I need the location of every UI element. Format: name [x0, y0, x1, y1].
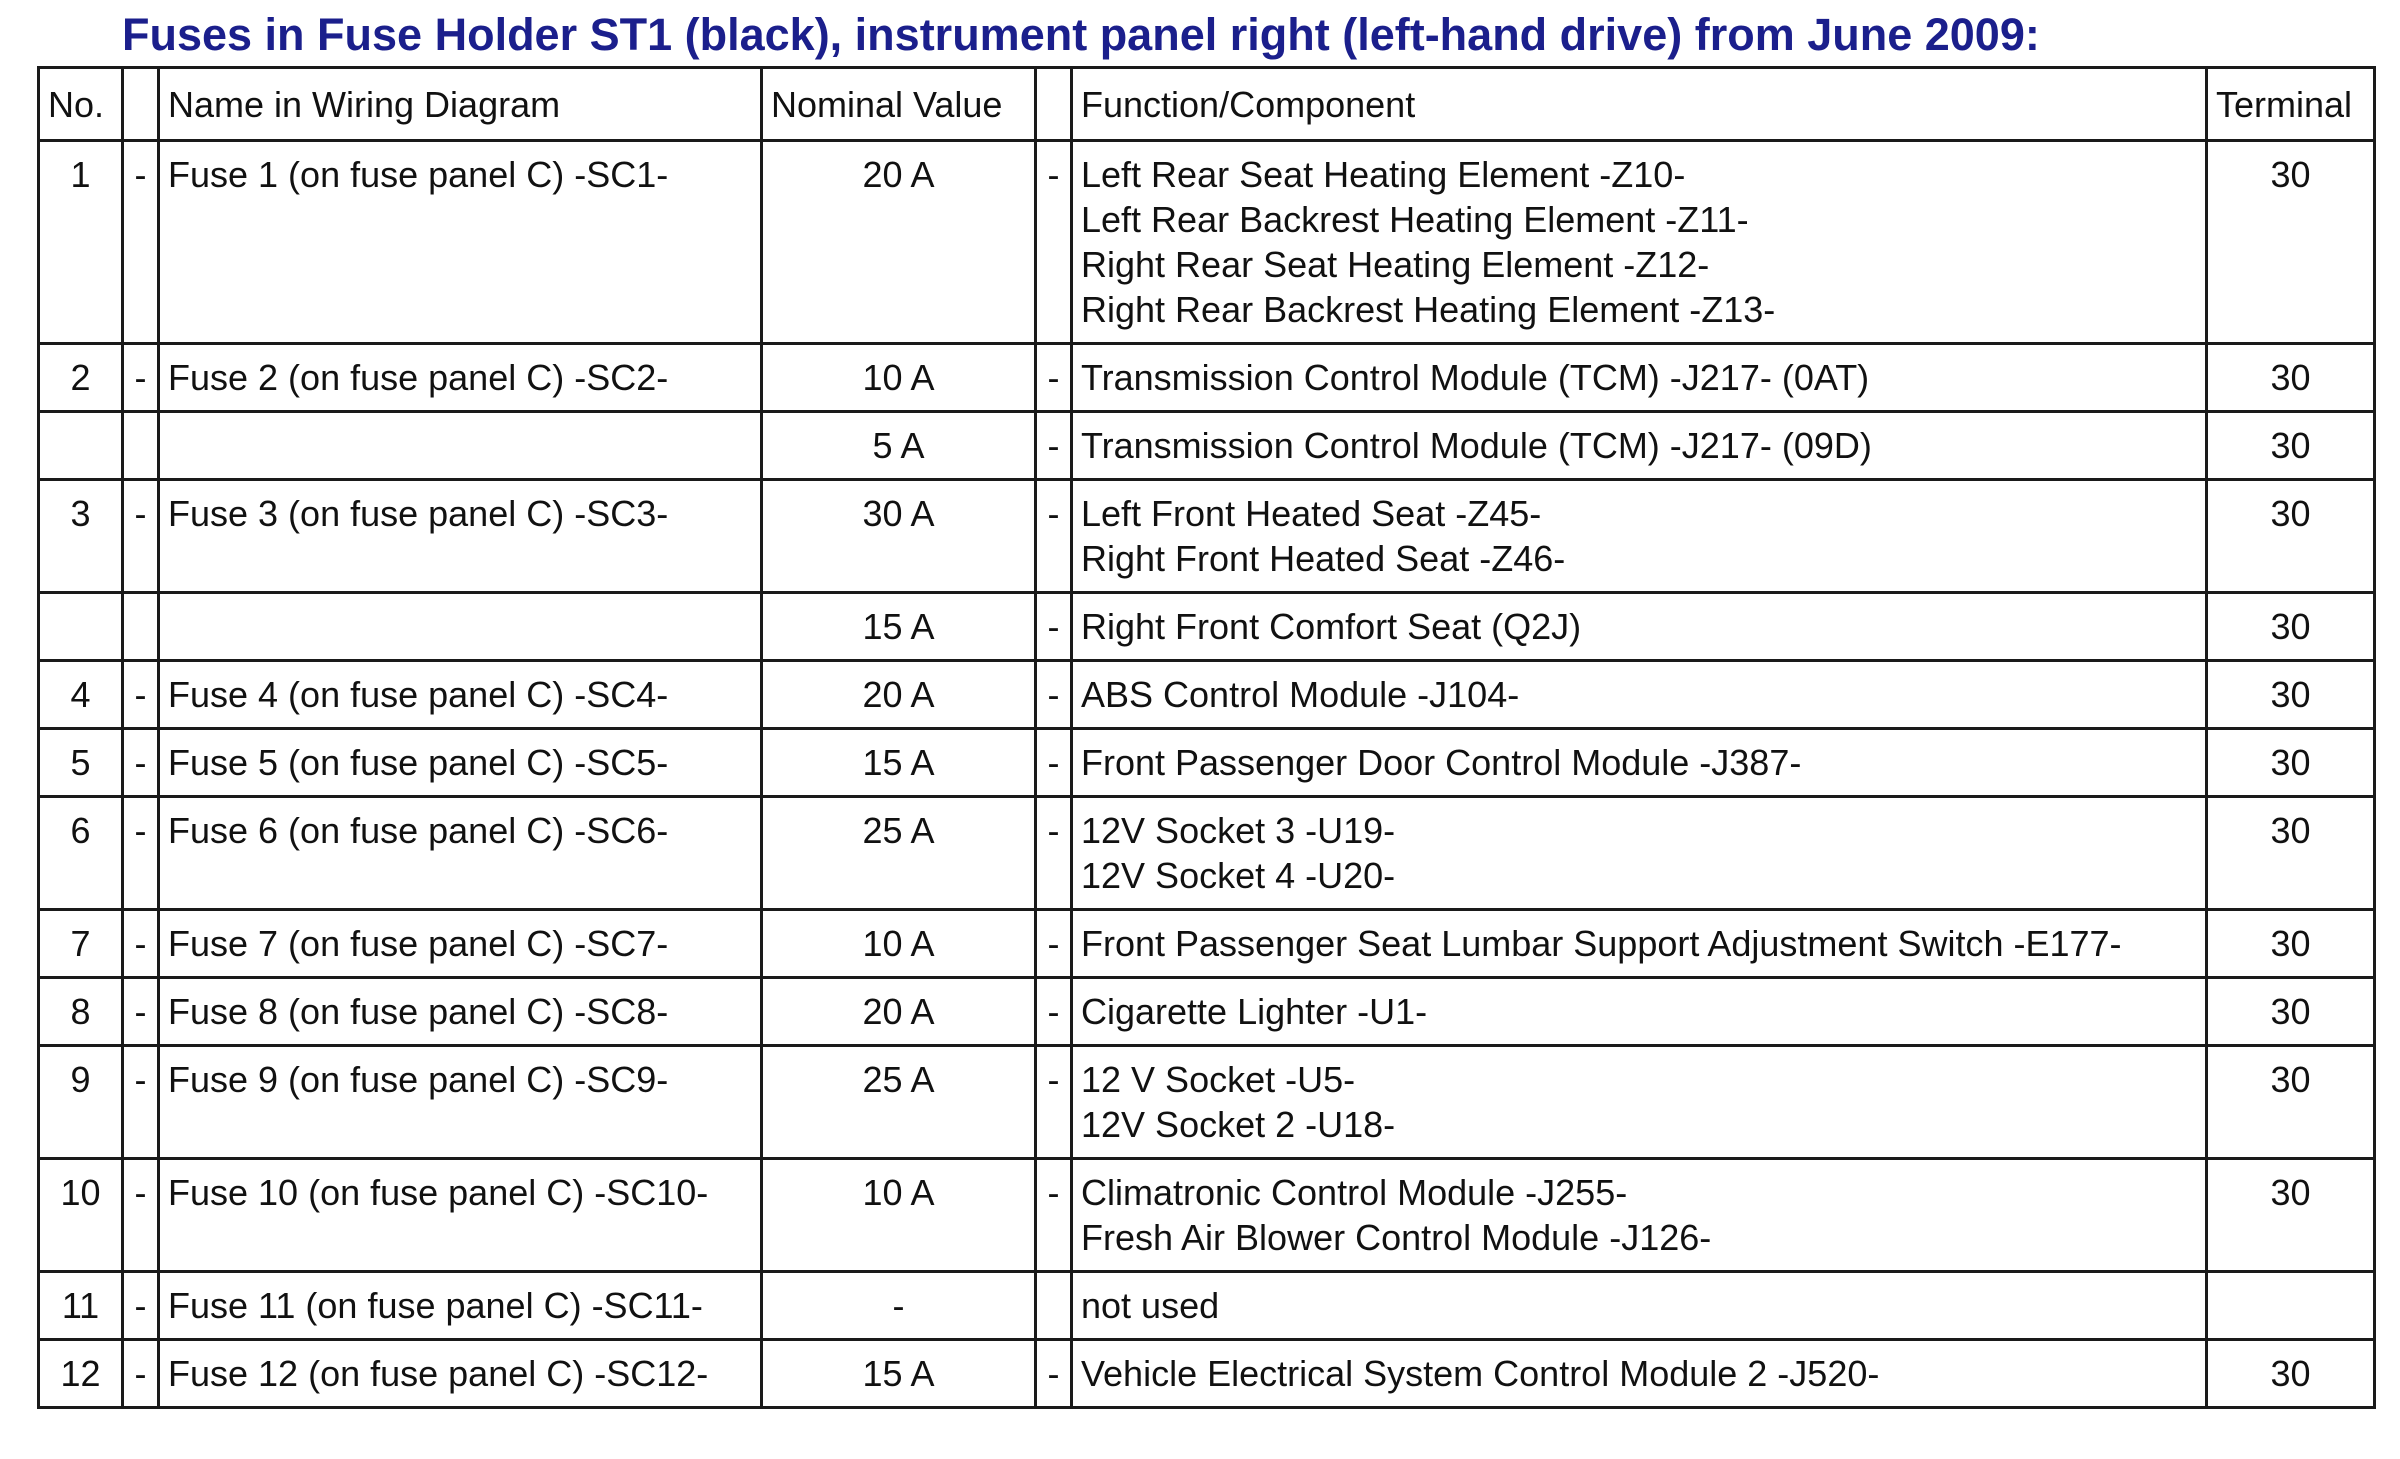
wiring-diagram-name: Fuse 2 (on fuse panel C) -SC2- — [159, 344, 762, 412]
terminal-value: 30 — [2207, 344, 2375, 412]
wiring-diagram-name: Fuse 10 (on fuse panel C) -SC10- — [159, 1159, 762, 1272]
function-line: Left Rear Seat Heating Element -Z10- — [1081, 154, 1686, 195]
nominal-value: 15 A — [762, 593, 1036, 661]
nominal-value: - — [762, 1272, 1036, 1340]
header-value: Nominal Value — [762, 68, 1036, 141]
fuse-number: 2 — [39, 344, 123, 412]
wiring-diagram-name — [159, 593, 762, 661]
dash-separator: - — [123, 1340, 159, 1408]
function-component — [1072, 910, 2207, 978]
function-line: Transmission Control Module (TCM) -J217- (09D) — [1081, 425, 1872, 466]
terminal-value: 30 — [2207, 797, 2375, 910]
header-row — [39, 68, 2375, 141]
header-no: No. — [39, 68, 123, 141]
wiring-diagram-name: Fuse 1 (on fuse panel C) -SC1- — [159, 141, 762, 344]
dash-separator — [123, 593, 159, 661]
function-line: Climatronic Control Module -J255- — [1081, 1172, 1628, 1213]
table-row — [39, 1272, 2375, 1340]
dash-separator — [123, 412, 159, 480]
nominal-value: 25 A — [762, 797, 1036, 910]
nominal-value: 10 A — [762, 1159, 1036, 1272]
header-name: Name in Wiring Diagram — [159, 68, 762, 141]
function-component — [1072, 661, 2207, 729]
function-line: Fresh Air Blower Control Module -J126- — [1081, 1217, 1712, 1258]
dash-separator: - — [1036, 661, 1072, 729]
terminal-value: 30 — [2207, 978, 2375, 1046]
table-row — [39, 729, 2375, 797]
wiring-diagram-name: Fuse 8 (on fuse panel C) -SC8- — [159, 978, 762, 1046]
dash-separator: - — [1036, 141, 1072, 344]
function-component — [1072, 593, 2207, 661]
fuse-number: 4 — [39, 661, 123, 729]
fuse-number: 5 — [39, 729, 123, 797]
function-component — [1072, 729, 2207, 797]
dash-separator: - — [123, 978, 159, 1046]
wiring-diagram-name: Fuse 12 (on fuse panel C) -SC12- — [159, 1340, 762, 1408]
fuse-table — [37, 66, 2376, 1409]
function-component — [1072, 1340, 2207, 1408]
function-line: Right Rear Seat Heating Element -Z12- — [1081, 244, 1710, 285]
terminal-value: 30 — [2207, 729, 2375, 797]
dash-separator: - — [1036, 978, 1072, 1046]
header-spacer — [1036, 68, 1072, 141]
fuse-number: 10 — [39, 1159, 123, 1272]
table-row — [39, 797, 2375, 910]
function-component — [1072, 1159, 2207, 1272]
dash-separator: - — [123, 1159, 159, 1272]
fuse-number: 1 — [39, 141, 123, 344]
nominal-value: 20 A — [762, 978, 1036, 1046]
function-line: not used — [1081, 1285, 1220, 1326]
function-component — [1072, 1046, 2207, 1159]
dash-separator: - — [123, 141, 159, 344]
dash-separator: - — [1036, 729, 1072, 797]
wiring-diagram-name — [159, 412, 762, 480]
dash-separator: - — [1036, 1046, 1072, 1159]
terminal-value: 30 — [2207, 910, 2375, 978]
function-component — [1072, 797, 2207, 910]
page-title: Fuses in Fuse Holder ST1 (black), instrument panel right (left-hand drive) from June 2009: — [122, 9, 2040, 60]
dash-separator: - — [123, 910, 159, 978]
dash-separator: - — [123, 1272, 159, 1340]
terminal-value: 30 — [2207, 1340, 2375, 1408]
function-line: Right Front Heated Seat -Z46- — [1081, 538, 1566, 579]
terminal-value: 30 — [2207, 661, 2375, 729]
nominal-value: 25 A — [762, 1046, 1036, 1159]
fuse-number: 12 — [39, 1340, 123, 1408]
nominal-value: 15 A — [762, 729, 1036, 797]
terminal-value: 30 — [2207, 1159, 2375, 1272]
nominal-value: 15 A — [762, 1340, 1036, 1408]
fuse-number — [39, 593, 123, 661]
nominal-value: 20 A — [762, 141, 1036, 344]
fuse-number: 7 — [39, 910, 123, 978]
nominal-value: 10 A — [762, 910, 1036, 978]
function-line: ABS Control Module -J104- — [1081, 674, 1520, 715]
nominal-value: 10 A — [762, 344, 1036, 412]
dash-separator: - — [1036, 797, 1072, 910]
function-line: Transmission Control Module (TCM) -J217- (0AT) — [1081, 357, 1870, 398]
function-line: Left Rear Backrest Heating Element -Z11- — [1081, 199, 1749, 240]
dash-separator: - — [123, 344, 159, 412]
terminal-value: 30 — [2207, 1046, 2375, 1159]
table-row — [39, 1340, 2375, 1408]
function-line: 12V Socket 4 -U20- — [1081, 855, 1396, 896]
terminal-value — [2207, 1272, 2375, 1340]
function-component — [1072, 480, 2207, 593]
dash-separator: - — [123, 1046, 159, 1159]
function-line: 12V Socket 2 -U18- — [1081, 1104, 1396, 1145]
function-line: Right Rear Backrest Heating Element -Z13- — [1081, 289, 1776, 330]
function-component — [1072, 344, 2207, 412]
function-component — [1072, 978, 2207, 1046]
terminal-value: 30 — [2207, 412, 2375, 480]
function-component — [1072, 412, 2207, 480]
fuse-number: 11 — [39, 1272, 123, 1340]
wiring-diagram-name: Fuse 5 (on fuse panel C) -SC5- — [159, 729, 762, 797]
wiring-diagram-name: Fuse 4 (on fuse panel C) -SC4- — [159, 661, 762, 729]
table-row — [39, 661, 2375, 729]
header-spacer — [123, 68, 159, 141]
table-row — [39, 593, 2375, 661]
function-line: Cigarette Lighter -U1- — [1081, 991, 1428, 1032]
function-line: Front Passenger Seat Lumbar Support Adjustment Switch -E177- — [1081, 923, 2122, 964]
terminal-value: 30 — [2207, 480, 2375, 593]
nominal-value: 5 A — [762, 412, 1036, 480]
wiring-diagram-name: Fuse 6 (on fuse panel C) -SC6- — [159, 797, 762, 910]
header-terminal: Terminal — [2207, 68, 2375, 141]
fuse-number: 6 — [39, 797, 123, 910]
dash-separator: - — [1036, 910, 1072, 978]
table-row — [39, 978, 2375, 1046]
dash-separator: - — [123, 661, 159, 729]
header-function: Function/Component — [1072, 68, 2207, 141]
table-row — [39, 1159, 2375, 1272]
terminal-value: 30 — [2207, 593, 2375, 661]
function-line: Right Front Comfort Seat (Q2J) — [1081, 606, 1582, 647]
fuse-number: 9 — [39, 1046, 123, 1159]
dash-separator: - — [1036, 344, 1072, 412]
function-component — [1072, 1272, 2207, 1340]
function-line: Vehicle Electrical System Control Module 2 -J520- — [1081, 1353, 1880, 1394]
function-line: 12 V Socket -U5- — [1081, 1059, 1356, 1100]
function-line: Front Passenger Door Control Module -J387- — [1081, 742, 1802, 783]
dash-separator: - — [1036, 412, 1072, 480]
fuse-number — [39, 412, 123, 480]
dash-separator: - — [123, 480, 159, 593]
nominal-value: 30 A — [762, 480, 1036, 593]
dash-separator: - — [123, 797, 159, 910]
terminal-value: 30 — [2207, 141, 2375, 344]
dash-separator: - — [1036, 1340, 1072, 1408]
function-line: Left Front Heated Seat -Z45- — [1081, 493, 1542, 534]
table-row — [39, 141, 2375, 344]
fuse-rows — [39, 141, 2375, 1408]
fuse-number: 8 — [39, 978, 123, 1046]
wiring-diagram-name: Fuse 7 (on fuse panel C) -SC7- — [159, 910, 762, 978]
table-row — [39, 412, 2375, 480]
function-line: 12V Socket 3 -U19- — [1081, 810, 1396, 851]
dash-separator: - — [1036, 1159, 1072, 1272]
nominal-value: 20 A — [762, 661, 1036, 729]
dash-separator: - — [123, 729, 159, 797]
dash-separator: - — [1036, 593, 1072, 661]
table-row — [39, 910, 2375, 978]
table-row — [39, 480, 2375, 593]
fuse-number: 3 — [39, 480, 123, 593]
table-row — [39, 1046, 2375, 1159]
dash-separator — [1036, 1272, 1072, 1340]
wiring-diagram-name: Fuse 9 (on fuse panel C) -SC9- — [159, 1046, 762, 1159]
dash-separator: - — [1036, 480, 1072, 593]
table-row — [39, 344, 2375, 412]
wiring-diagram-name: Fuse 11 (on fuse panel C) -SC11- — [159, 1272, 762, 1340]
wiring-diagram-name: Fuse 3 (on fuse panel C) -SC3- — [159, 480, 762, 593]
function-component — [1072, 141, 2207, 344]
